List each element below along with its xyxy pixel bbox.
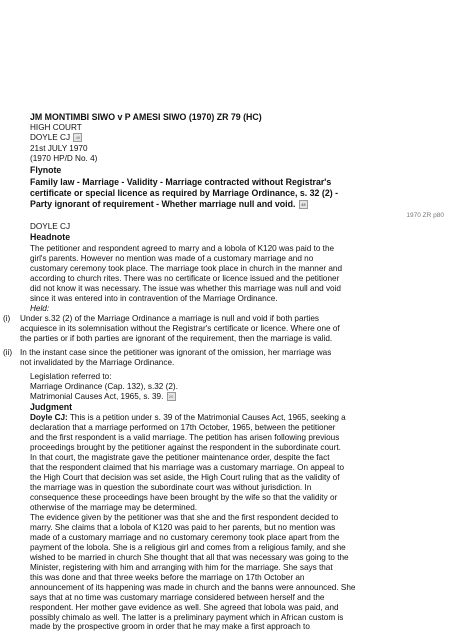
judgment-line: In that court, the magistrate gave the petitioner maintenance order, despite the fact [30, 453, 330, 462]
judgment-heading: Judgment [30, 402, 73, 412]
held-number: (i) [3, 314, 11, 323]
judgment-line: payment of the lobola. She is a religious girl and comes from a religious family, and she [30, 543, 346, 552]
judgment-line: otherwise of the marriage may be determined. [30, 503, 198, 512]
judge-name: DOYLE CJ [30, 222, 71, 231]
page-marker-icon: 45 [299, 200, 308, 209]
judgment-line: respondent. Her mother gave evidence as well. She agreed that lobola was paid, and [30, 603, 339, 612]
judgment-line: marry. She claims that a lobola of K120 was paid to her parents, but no mention was [30, 523, 336, 532]
judgment-line: announcement of its happening was made in church and the banns were announced. She [30, 583, 356, 592]
judgment-line: that the respondent claimed that his marriage was a customary marriage. On appeal to [30, 463, 345, 472]
judgment-line: the High Court that decision was set aside, the High Court ruling that as the validity of [30, 473, 340, 482]
judge-name: DOYLE CJ 40 [30, 133, 83, 143]
held-line: acquiesce in its solemnisation without the Registrar's certificate or licence. Where one of [20, 324, 340, 333]
held-number: (ii) [3, 348, 13, 357]
flynote-heading: Flynote [30, 165, 62, 175]
judgment-line: possibly chimalo as well. The latter is a preliminary payment which in African custom is [30, 613, 344, 622]
page-marker-icon: 20 [167, 392, 176, 401]
headnote-line: according to church rites. There was no certificate or licence issued and the petitioner [30, 274, 340, 283]
judgment-date: 21st JULY 1970 [30, 144, 88, 153]
judgment-line: The evidence given by the petitioner was that she and the first respondent decided to [30, 513, 339, 522]
held-line: not invalidated by the Marriage Ordinance. [20, 358, 175, 367]
page-reference: 1970 ZR p80 [406, 212, 444, 219]
judgment-line: says that at no time was customary marriage considered between herself and the [30, 593, 325, 602]
judgment-line: this was done and that three weeks before the marriage on 17th October an [30, 573, 305, 582]
legislation-item: Marriage Ordinance (Cap. 132), s.32 (2). [30, 382, 178, 391]
headnote-line: The petitioner and respondent agreed to marry and a lobola of K120 was paid to the [30, 244, 335, 253]
flynote-line: Party ignorant of requirement - Whether marriage null and void. 45 [30, 199, 309, 209]
headnote-line: did not know it was necessary. The issue was whether this marriage was null and void [30, 284, 341, 293]
judgment-line: Doyle CJ: This is a petition under s. 39 of the Matrimonial Causes Act, 1965, seeking a [30, 413, 346, 422]
court-name: HIGH COURT [30, 123, 82, 132]
judgment-line: and the first respondent is a valid marriage. The petition has arisen following previous [30, 433, 340, 442]
headnote-line: girl's parents. However no mention was made of a customary marriage and no [30, 254, 314, 263]
headnote-line: since it was entered into in contravention of the Marriage Ordinance. [30, 294, 278, 303]
legislation-item: Matrimonial Causes Act, 1965, s. 39. 20 [30, 392, 177, 402]
flynote-line: certificate or special licence as required by Marriage Ordinance, s. 32 (2) - [30, 188, 339, 198]
held-line: In the instant case since the petitioner was ignorant of the omission, her marriage was [20, 348, 332, 357]
case-title: JM MONTIMBI SIWO v P AMESI SIWO (1970) ZR 79 (HC) [30, 112, 262, 122]
held-line: the parties or if both parties are ignorant of the requirement, then the marriage is valid. [20, 334, 333, 343]
judgment-line: Minister, registering with him and arranging with him for the marriage. She says that [30, 563, 333, 572]
judgment-line: proceedings brought by the petitioner against the respondent in the subordinate court. [30, 443, 341, 452]
headnote-heading: Headnote [30, 232, 71, 242]
judgment-line: made by the prospective groom in order that he may make a first approach to [30, 622, 310, 631]
judgment-line: consequence these proceedings have been brought by the wife so that the validity or [30, 493, 338, 502]
held-line: Under s.32 (2) of the Marriage Ordinance a marriage is null and void if both parties [20, 314, 319, 323]
judgment-line: wished to be married in church She thought that all that was necessary was going to the [30, 553, 349, 562]
page-marker-icon: 40 [73, 133, 82, 142]
held-label: Held: [30, 304, 50, 313]
legislation-heading: Legislation referred to: [30, 372, 112, 381]
judgment-line: made of a customary marriage and no customary ceremony took place apart from the [30, 533, 340, 542]
judgment-line: the marriage was in question the subordinate court was without jurisdiction. In [30, 483, 312, 492]
case-reference: (1970 HP/D No. 4) [30, 154, 98, 163]
flynote-line: Family law - Marriage - Validity - Marriage contracted without Registrar's [30, 177, 332, 187]
headnote-line: customary ceremony took place. The marriage took place in church in the manner and [30, 264, 343, 273]
judgment-line: declaration that a marriage performed on 17th October, 1965, between the petitioner [30, 423, 336, 432]
